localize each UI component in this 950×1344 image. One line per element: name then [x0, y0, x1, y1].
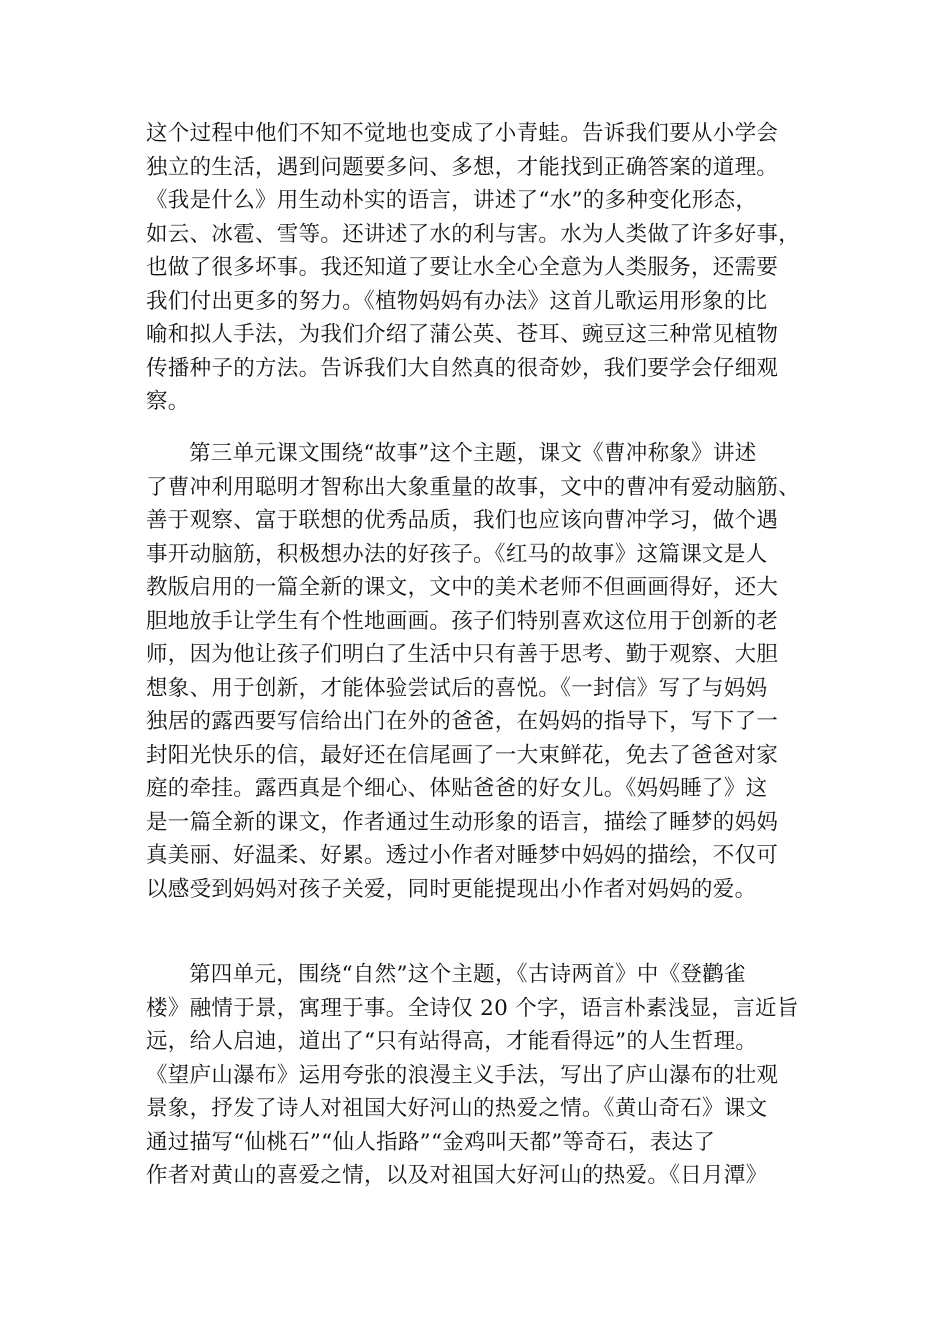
text-line: 通过描写“仙桃石”“仙人指路”“金鸡叫天都”等奇石，表达了 [146, 1129, 716, 1155]
text-line: 第四单元，围绕“自然”这个主题，《古诗两首》中《登鹳雀 [189, 962, 746, 987]
text-line: 《我是什么》用生动朴实的语言，讲述了“水”的多种变化形态， [146, 188, 758, 213]
text-line: 了曹冲利用聪明才智称出大象重量的故事，文中的曹冲有爱动脑筋、 [146, 474, 801, 500]
text-line: 景象，抒发了诗人对祖国大好河山的热爱之情。《黄山奇石》课文 [146, 1096, 768, 1121]
text-line: 也做了很多坏事。我还知道了要让水全心全意为人类服务，还需要 [146, 255, 779, 280]
text-line: 想象、用于创新，才能体验尝试后的喜悦。《一封信》写了与妈妈 [146, 675, 768, 701]
text-line: 事开动脑筋，积极想办法的好孩子。《红马的故事》这篇课文是人 [146, 541, 768, 567]
text-line: 是一篇全新的课文，作者通过生动形象的语言，描绘了睡梦的妈妈 [146, 809, 779, 835]
text-line: 作者对黄山的喜爱之情，以及对祖国大好河山的热爱。《日月潭》 [146, 1163, 768, 1188]
text-line: 如云、冰雹、雪等。还讲述了水的利与害。水为人类做了许多好事， [146, 221, 801, 247]
text-line: 庭的牵挂。露西真是个细心、体贴爸爸的好女儿。《妈妈睡了》这 [146, 776, 768, 801]
text-line: 传播种子的方法。告诉我们大自然真的很奇妙，我们要学会仔细观 [146, 355, 779, 381]
text-line: 善于观察、富于联想的优秀品质，我们也应该向曹冲学习，做个遇 [146, 508, 779, 533]
text-line: 教版启用的一篇全新的课文，文中的美术老师不但画画得好，还大 [146, 575, 779, 600]
text-line: 以感受到妈妈对孩子关爱，同时更能提现出小作者对妈妈的爱。 [146, 876, 757, 902]
text-line: 胆地放手让学生有个性地画画。孩子们特别喜欢这位用于创新的老 [146, 608, 779, 634]
text-line: 这个过程中他们不知不觉地也变成了小青蛙。告诉我们要从小学会 [146, 121, 779, 146]
text-line: 真美丽、好温柔、好累。透过小作者对睡梦中妈妈的描绘，不仅可 [146, 843, 779, 868]
text-line: 独居的露西要写信给出门在外的爸爸，在妈妈的指导下，写下了一 [146, 709, 779, 734]
text-line: 封阳光快乐的信，最好还在信尾画了一大束鲜花，免去了爸爸对家 [146, 742, 779, 768]
text-line: 师，因为他让孩子们明白了生活中只有善于思考、勤于观察、大胆 [146, 642, 779, 667]
text-line: 喻和拟人手法，为我们介绍了蒲公英、苍耳、豌豆这三种常见植物 [146, 322, 779, 347]
text-line: 我们付出更多的努力。《植物妈妈有办法》这首儿歌运用形象的比 [146, 288, 768, 314]
text-line: 楼》融情于景，寓理于事。全诗仅 20 个字，语言朴素浅显，言近旨 [146, 995, 799, 1021]
text-line: 远，给人启迪，道出了“只有站得高，才能看得远”的人生哲理。 [146, 1029, 758, 1054]
text-line: 独立的生活，遇到问题要多问、多想，才能找到正确答案的道理。 [146, 154, 779, 180]
paragraph-unit-four-summary [146, 958, 816, 1193]
paragraph-unit-two-summary [146, 117, 816, 419]
paragraph-unit-three-summary [146, 437, 816, 906]
text-line: 第三单元课文围绕“故事”这个主题，课文《曹冲称象》讲述 [189, 441, 757, 466]
text-line: 察。 [146, 389, 190, 414]
text-line: 《望庐山瀑布》运用夸张的浪漫主义手法，写出了庐山瀑布的壮观 [146, 1062, 779, 1088]
